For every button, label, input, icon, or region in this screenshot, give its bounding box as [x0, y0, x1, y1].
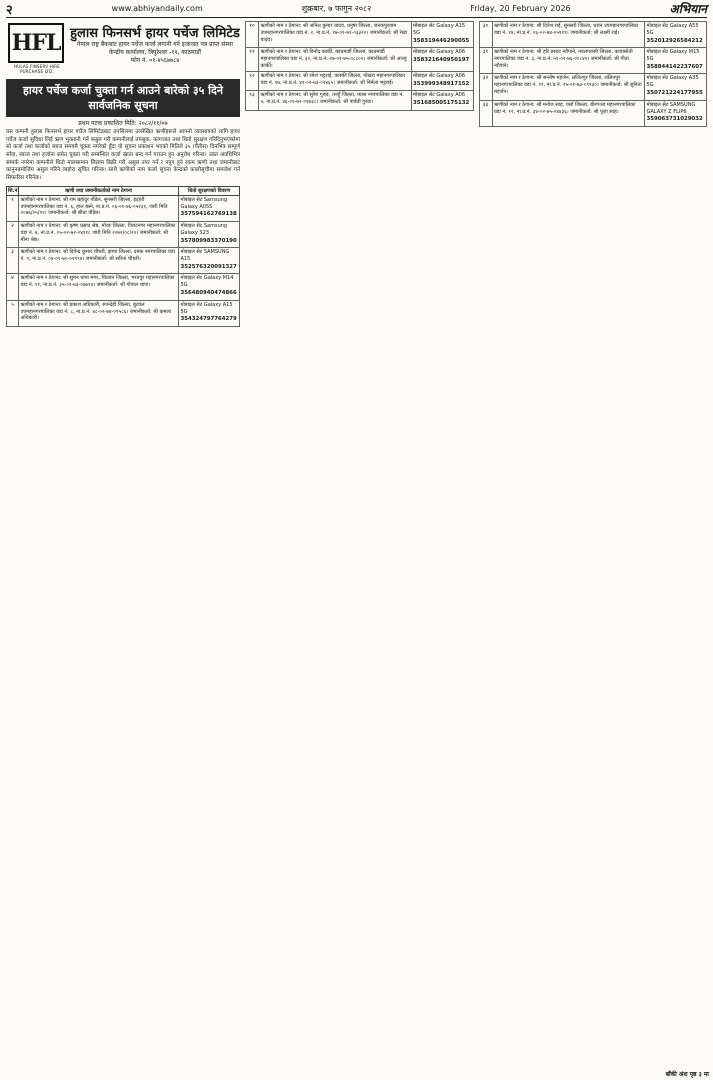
phone-line: फोन नं. ०१-४५६७७८४ [130, 57, 180, 65]
header-borrower: ऋणी तथा जमानीकर्ताको नाम ठेगाना [19, 186, 179, 195]
row-sn: ३ [7, 248, 19, 274]
imei-number: 350721224177955 [646, 90, 703, 97]
row-sn: ४ [7, 274, 19, 300]
security-item: मोबाइल सेट Galaxy A55 5G [646, 23, 699, 36]
borrower-details: ऋणीको नाम र ठेगाना: श्री अनिल कुमार यादव, धनुषा जिल्ला, जनकपुरधाम उपमहानगरपालिका वडा नं. २, ना.प्र.नं. १७-०१-७१-०३३२०। जमानीकर्ता: श्री रेखा यादव। [259, 22, 412, 48]
imei-number: 356480940474866 [180, 290, 237, 297]
date-nepali: शुक्रबार, ७ फागुन २०८२ [301, 4, 372, 13]
row-sn: १२ [246, 71, 259, 90]
row-sn: ३० [479, 22, 492, 48]
table-row [246, 91, 474, 110]
borrower-details: ऋणीको नाम र ठेगाना: श्री विनोद कार्की, काठमाडौं जिल्ला, काठमाडौं महानगरपालिका वडा नं. ३२, ना.प्र.नं. २७-०१-७५-०८८०२। जमानीकर्ता: श्री अञ्जु कार्की। [259, 48, 412, 72]
imei-number: 353999348917152 [413, 80, 470, 87]
borrower-table-2 [245, 21, 474, 111]
security-details [179, 300, 240, 326]
imei-number: 354324797764279 [180, 316, 237, 323]
borrower-details: ऋणीको नाम र ठेगाना: श्री दिपेन्द्र कुमार चौधरी, झापा जिल्ला, दमक नगरपालिका वडा नं. ९, ना.प्र.नं. ०४-०१-७०-०२९९४। जमानीकर्ता: श्री सरिता चौधरी। [19, 248, 179, 274]
security-item: मोबाइल सेट SAMSUNG GALAXY Z FLIP6 [646, 101, 696, 115]
imei-number: 359063731029032 [646, 116, 703, 123]
security-item: मोबाइल सेट Galaxy M15 5G [646, 49, 700, 63]
security-item: मोबाइल सेट Galaxy A06 [413, 49, 466, 56]
security-details [179, 274, 240, 300]
security-details [179, 195, 240, 221]
site-url[interactable]: www.abhiyandaily.com [111, 4, 203, 13]
table-row [7, 274, 240, 300]
security-details [645, 48, 707, 74]
row-sn: ३१ [479, 48, 492, 74]
table-row [479, 48, 707, 74]
table-row [7, 248, 240, 274]
table-row [479, 100, 707, 126]
page-number: २ [6, 2, 13, 18]
column-1 [6, 21, 240, 1078]
notice-banner: हायर पर्चेज कर्जा चुक्ता गर्न आउने बारेको ३५ दिने सार्वजनिक सूचना [6, 79, 240, 117]
imei-number: 352012926584212 [646, 37, 703, 44]
borrower-details: ऋणीको नाम र ठेगाना: श्री प्रकाश अधिकारी, रुपन्देही जिल्ला, बुटवल उपमहानगरपालिका वडा नं. ८, ना.प्र.नं. ४८-०२-७४-०१५८६। जमानीकर्ता: श्री कमला अधिकारी। [19, 300, 179, 326]
imei-number: 357809983370190 [180, 237, 237, 244]
borrower-details: ऋणीको नाम र ठेगाना: श्री राम बहादुर पौडेल, सुनसरी जिल्ला, इटहरी उपमहानगरपालिका वडा नं. ६, हाल बस्ने, ना.प्र.नं. ०६-०१-७६-०५२३१, जारी मिति २०७६/०५/१२। जमानीकर्ता: श्री सीता पौडेल। [19, 195, 179, 221]
borrower-details: ऋणीको नाम र ठेगाना: श्री सुरेश गुरुङ, तनहुँ जिल्ला, व्यास नगरपालिका वडा नं. ५, ना.प्र.नं. ४६-०१-७२-०१७३८। जमानीकर्ता: श्री पार्वती गुरुङ। [259, 91, 412, 110]
security-item: मोबाइल सेट Galaxy A35 5G [646, 75, 699, 89]
security-details [411, 48, 473, 72]
borrower-details: ऋणीको नाम र ठेगाना: श्री कृष्ण प्रसाद श्रेष्ठ, मोरङ जिल्ला, विराटनगर महानगरपालिका वडा नं. ४, ना.प्र.नं. ०५-०२-७२-०४११८ जारी मिति २०७२/०८/२०। जमानीकर्ता: श्री मीना श्रेष्ठ। [19, 221, 179, 247]
header-security: धितो सुरक्षणको विवरण [179, 186, 240, 195]
top-bar [6, 0, 707, 18]
imei-number: 351685005175132 [413, 100, 470, 107]
row-sn: ३२ [479, 74, 492, 100]
table-row [7, 195, 240, 221]
borrower-details: ऋणीको नाम र ठेगाना: श्री सन्तोष महर्जन, ललितपुर जिल्ला, ललितपुर महानगरपालिका वडा नं. १९, ना.प्र.नं. २५-०१-७३-०९९३०। जमानीकर्ता: श्री सुनिता महर्जन। [492, 74, 645, 100]
row-sn: ५ [7, 300, 19, 326]
column-3 [479, 21, 708, 1078]
row-sn: २ [7, 221, 19, 247]
row-sn: ३३ [479, 100, 492, 126]
table-row [246, 48, 474, 72]
date-english: Friday, 20 February 2026 [470, 4, 571, 13]
security-item: मोबाइल सेट Galaxy A06 [413, 72, 466, 79]
security-item: मोबाइल सेट Galaxy A15 5G [413, 23, 466, 36]
imei-number: 357594162769138 [180, 211, 237, 218]
security-details [645, 100, 707, 126]
borrower-table-1 [6, 186, 240, 327]
borrower-details: ऋणीको नाम र ठेगाना: श्री दिनेश राई, सुनसरी जिल्ला, धरान उपमहानगरपालिका वडा नं. १४, ना.प्र.नं. ०६-०२-७४-०५११९। जमानीकर्ता: श्री लक्ष्मी राई। [492, 22, 645, 48]
borrower-details: ऋणीको नाम र ठेगाना: श्री रमेश भट्टराई, कास्की जिल्ला, पोखरा महानगरपालिका वडा नं. १७, ना.प्र.नं. ४१-०२-७३-०२४६५। जमानीकर्ता: श्री निर्मला भट्टराई। [259, 71, 412, 90]
row-sn: १३ [246, 91, 259, 110]
table-row [246, 71, 474, 90]
table-row [246, 22, 474, 48]
security-item: मोबाइल सेट Galaxy M14 5G [180, 275, 234, 289]
table-row [479, 22, 707, 48]
security-item: मोबाइल सेट Samsung Galaxy S23 [180, 222, 228, 236]
borrower-details: ऋणीको नाम र ठेगाना: श्री मनोज साह, पर्सा जिल्ला, बीरगञ्ज महानगरपालिका वडा नं. १२, ना.प्र.नं. ३४-०२-७५-०४४३६। जमानीकर्ता: श्री पूजा साह। [492, 100, 645, 126]
table-row [479, 74, 707, 100]
security-details [645, 22, 707, 48]
security-details [411, 22, 473, 48]
column-2 [245, 21, 474, 1078]
security-item: मोबाइल सेट Galaxy A15 5G [180, 301, 233, 315]
borrower-details: ऋणीको नाम र ठेगाना: श्री हरि प्रसाद न्यौपाने, नवलपरासी जिल्ला, कावासोती नगरपालिका वडा नं. ३, ना.प्र.नं. ५१-०१-७६-००८४२। जमानीकर्ता: श्री गीता न्यौपाने। [492, 48, 645, 74]
security-details [645, 74, 707, 100]
company-logo: HFL [8, 23, 64, 63]
logo-subtitle: HULAS FINSERV HIRE PURCHASE LTD. [13, 64, 60, 74]
brand-name: अभियान [669, 2, 707, 16]
office-line: केन्द्रीय कार्यालय, त्रिपुरेश्वर -११, काठमाडौं [109, 49, 201, 57]
row-sn: १० [246, 22, 259, 48]
imei-number: 352576320091327 [180, 263, 237, 270]
imei-number: 358844142237607 [646, 64, 703, 71]
security-item: मोबाइल सेट SAMSUNG A15 [180, 249, 230, 263]
imei-number: 358319446290055 [413, 37, 470, 44]
security-item: मोबाइल सेट Samsung Galaxy A05S [180, 196, 228, 210]
header-sn: सि.नं. [8, 187, 20, 194]
table-row [7, 221, 240, 247]
notice-intro: यस कम्पनी हुलास फिनसर्भ हायर पर्चेज लिमिटेडबाट तपसिलमा उल्लेखित ऋणीहरूले आफ्नो व्यवसायको लागि हायर पर्चेज कर्जा सुविधा लिई ऋण भुक्तानी गर्ने कबुल गरी कम्पनीलाई तमसुक, कागजात तथा धितो सुरक्षण गरिदिनुभएकोमा सो कर्जा तथा कर्जाको ब्याज समयमै चुक्ता नगरेको हुँदा यो सूचना प्रकाशन भएको मितिले ३५ (पैंतीस) दिनभित्र सम्पूर्ण साँवा, ब्याज तथा हर्जाना समेत चुक्ता गरी सम्बन्धित कर्जा खाता बन्द गर्न गराउन हुन अनुरोध गरिन्छ। उक्त अवधिभित्र सम्पर्क नगरेमा कम्पनीले धितो मालसामान लिलाम बिक्री गरी असुल उपर गर्ने र नपुग हुने रकम ऋणी तथा जमानीबाट कानुनबमोजिम असुल गरिने व्यहोरा सूचित गरिन्छ। साथै ऋणीको नाम कर्जा सूचना केन्द्रको कालोसूचीमा समावेश गर्न सिफारिस गरिनेछ। [6, 129, 240, 182]
company-header [6, 21, 240, 76]
license-line: नेपाल राष्ट्र बैंकबाट हायर पर्चेज कर्जा लगानी गर्न इजाजत पत्र प्राप्त संस्था [77, 41, 233, 48]
security-details [411, 71, 473, 90]
security-details [179, 221, 240, 247]
borrower-table-3 [479, 21, 708, 127]
continued-note: बाँकी अंश पृष्ठ ३ मा [665, 1071, 709, 1078]
security-details [179, 248, 240, 274]
row-sn: ११ [246, 48, 259, 72]
publish-date: प्रथम पटक प्रकाशित मिति: २०८२/११/०७ [78, 120, 168, 127]
company-name: हुलास फिनसर्भ हायर पर्चेज लिमिटेड [70, 26, 240, 41]
table-row [7, 300, 240, 326]
imei-number: 358321640950197 [413, 57, 470, 64]
security-details [411, 91, 473, 110]
row-sn: १ [7, 195, 19, 221]
borrower-details: ऋणीको नाम र ठेगाना: श्री सुमन थापा मगर, चितवन जिल्ला, भरतपुर महानगरपालिका वडा नं. ११, ना.प्र.नं. ३५-०१-७३-०६७१४। जमानीकर्ता: श्री गोपाल थापा। [19, 274, 179, 300]
security-item: मोबाइल सेट Galaxy A06 [413, 92, 466, 99]
